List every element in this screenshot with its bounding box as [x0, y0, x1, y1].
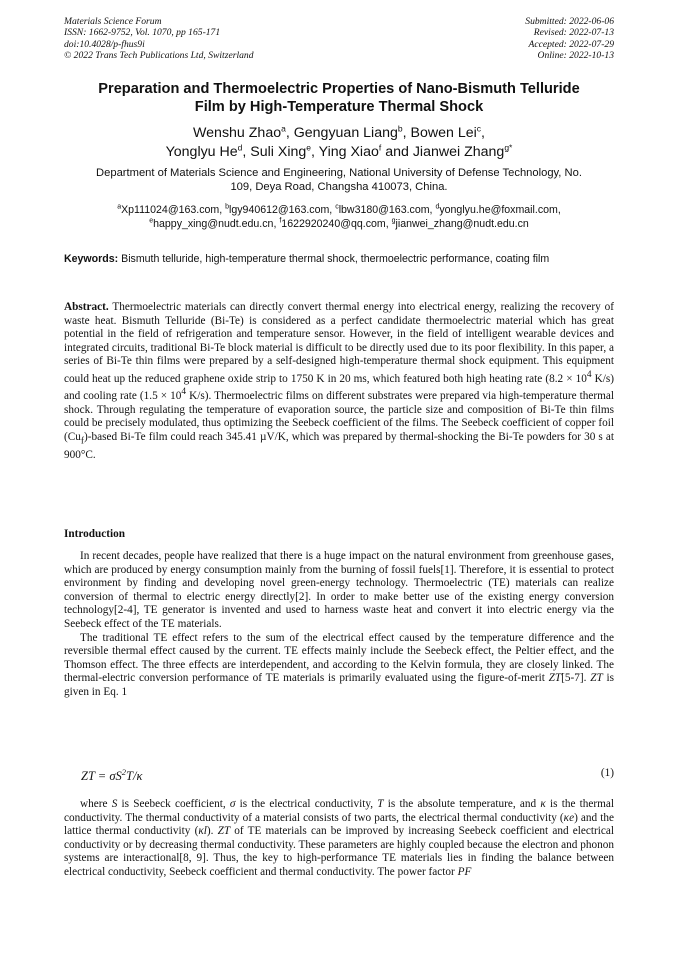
author-line-1: Wenshu Zhao$^a$, Gengyuan Liang$^b$, Bowen Lei$^c$,: [193, 123, 485, 141]
doi[interactable]: doi:10.4028/p-fhus9i: [64, 38, 145, 50]
equation-formula: ZT = $\sigma S^2T/\kappa$: [81, 767, 143, 784]
author-sup: f: [378, 142, 382, 153]
title-line-2: Film by High-Temperature Thermal Shock: [194, 99, 484, 115]
email-item[interactable]: $^b$lgy940612@163.com: [225, 203, 330, 216]
keywords-label: Keywords:: [64, 253, 119, 265]
email-list: [64, 203, 614, 232]
keywords: [64, 252, 614, 266]
journal-info: [64, 16, 254, 62]
abstract-exponent-2: 4: [181, 387, 187, 398]
copyright: © 2022 Trans Tech Publications Ltd, Switzerland: [64, 50, 254, 62]
author-name: Bowen Lei: [410, 125, 477, 141]
email-item[interactable]: $^d$yonglyu.he@foxmail.com: [435, 203, 558, 216]
author-sup: c: [476, 123, 482, 134]
introduction-heading: Introduction: [64, 528, 126, 540]
affiliation-line-1: Department of Materials Science and Engineering, National University of Defense Technology, No.: [96, 167, 582, 179]
submitted-date: Submitted: 2022-06-06: [525, 16, 614, 27]
email-line-2: $^e$happy_xing@nudt.edu.cn, $^f$1622920240@qq.com, $^g$jianwei_zhang@nudt.edu.cn: [149, 217, 529, 231]
publication-dates: [525, 16, 614, 62]
online-date: Online: 2022-10-13: [537, 50, 614, 62]
equation-number: (1): [600, 767, 614, 779]
author-sup: a: [281, 123, 286, 134]
email-item[interactable]: $^c$lbw3180@163.com: [335, 203, 430, 216]
email-item[interactable]: $^f$1622920240@qq.com: [279, 217, 386, 231]
abstract-text-1: Thermoelectric materials can directly convert thermal energy into electrical energy, realizing the recovery of waste heat. Bismuth Telluride (Bi-Te) is considered as a perfect candidate thermoelectric material which has great potential in the field of refrigeration and temperature sensor. However, in the field of intelligent wearable devices and integrated circuits, traditional Bi-Te block material is difficult to be directly used due to its poor flexibility. In this paper, a series of Bi-Te thin films were prepared by a self-designed high-temperature thermal shock equipment. This equipment could heat up the reduced graphene oxide strip to 1750 K in 20 ms, which featured both high heating rate (8.2 × 10: [64, 301, 615, 385]
kappa-l-symbol: κl: [198, 825, 207, 838]
zt-symbol: ZT: [590, 672, 603, 685]
intro-paragraph-3: where S is Seebeck coefficient, σ is the electrical conductivity, T is the absolute temperature, and κ is the thermal conductivity. The thermal conductivity of a material consists of two parts, the electrical thermal conductivity (κe) and the lattice thermal conductivity (κl). ZT of TE materials can be improved by increasing Seebeck coefficient and electrical conductivity or by decreasing thermal conductivity. These parameters are highly coupled because the electron and phonon systems are interactional[8, 9]. Thus, the key to high-performance TE materials lies in finding the balance between electrical conductivity, Seebeck coefficient and thermal conductivity. The power factor PF: [64, 798, 615, 878]
author-name: Yonglyu He: [165, 144, 238, 160]
intro-paragraph-1: In recent decades, people have realized that there is a huge impact on the natural environment from greenhouse gases, which are produced by energy consumption mainly from the burning of fossil fuels[1]. Therefore, it is essential to protect environment by finding and developing novel green-energy technology. Thermoelectric (TE) materials can realize conversion of thermal to electric energy directly[2]. In order to make better use of the existing energy conversion technology[2-4], TE generator is invented and used to harness waste heat and convert it into electric energy via the Seebeck effect of the TE materials.: [64, 550, 614, 630]
author-name: Ying Xiao: [318, 144, 379, 160]
author-name: Suli Xing: [250, 144, 307, 160]
email-line-1: $^a$Xp111024@163.com, $^b$lgy940612@163.com, $^c$lbw3180@163.com, $^d$yonglyu.he@foxmail.com,: [117, 203, 561, 216]
abstract-text-3: K/s). Thermoelectric films on different substrates were prepared via high-temperature thermal shock. Through regulating the temperature of evaporation source, the particle size and composition of Bi-Te thin films could be precisely modulated, thus optimizing the Seebeck coefficient of the films. The Seebeck coefficient of copper foil (Cu: [64, 390, 615, 443]
abstract-text-4: )-based Bi-Te film could reach 345.41 µV/K, which was prepared by thermal-shocking the Bi-Te powders for 30 s at 900°C.: [64, 430, 614, 461]
abstract-exponent-1: 4: [586, 369, 592, 380]
affiliation-line-2: 109, Deya Road, Changsha 410073, China.: [230, 181, 448, 194]
abstract: [64, 301, 614, 462]
author-sup: e: [306, 142, 312, 153]
abstract-subscript: f: [80, 436, 84, 447]
author-list: [60, 124, 618, 162]
intro-paragraph-2: The traditional TE effect refers to the sum of the electrical effect caused by the temperature difference and the reversible thermal effect caused by the current. TE effects mainly include the Seebeck effect, the Peltier effect, and the Thomson effect. The three effects are interdependent, and according to the Kelvin formula, they are closely linked. The thermal-electric conversion performance of TE materials is primarily evaluated using the figure-of-merit ZT[5-7]. ZT is given in Eq. 1: [64, 631, 614, 698]
email-item[interactable]: $^a$Xp111024@163.com: [117, 203, 220, 216]
revised-date: Revised: 2022-07-13: [533, 27, 614, 39]
author-name: Wenshu Zhao: [193, 125, 282, 141]
affiliation: [64, 166, 614, 195]
keywords-text: Bismuth telluride, high-temperature thermal shock, thermoelectric performance, coating film: [121, 253, 550, 265]
abstract-label: Abstract.: [64, 301, 109, 313]
title-line-1: Preparation and Thermoelectric Properties of Nano-Bismuth Telluride: [98, 81, 580, 97]
email-item[interactable]: $^g$jianwei_zhang@nudt.edu.cn: [391, 217, 529, 231]
issn-volume: ISSN: 1662-9752, Vol. 1070, pp 165-171: [64, 27, 221, 39]
accepted-date: Accepted: 2022-07-29: [528, 38, 614, 50]
email-item[interactable]: $^e$happy_xing@nudt.edu.cn: [149, 217, 274, 231]
abstract-text-2: K/s) and cooling rate (1.5 × 10: [64, 372, 614, 403]
author-line-2: Yonglyu He$^d$, Suli Xing$^e$, Ying Xiao$^f$ and Jianwei Zhang$^{g*}$: [165, 142, 513, 160]
author-sup: d: [237, 142, 243, 153]
temperature-symbol: T: [377, 798, 384, 810]
introduction-body: [64, 550, 614, 700]
author-name: Jianwei Zhang: [412, 144, 505, 160]
kappa-symbol: κ: [540, 798, 546, 810]
zt-symbol: ZT: [217, 825, 231, 838]
author-name: Gengyuan Liang: [293, 125, 398, 141]
zt-symbol: ZT: [548, 672, 562, 685]
author-sup: g*: [504, 142, 513, 153]
sigma-symbol: σ: [229, 798, 236, 810]
journal-name: Materials Science Forum: [64, 16, 162, 27]
author-sup: b: [397, 123, 403, 134]
pf-symbol: PF: [457, 865, 472, 878]
seebeck-symbol: S: [111, 798, 118, 810]
paper-title: [60, 80, 618, 116]
author-and: and: [385, 144, 409, 160]
kappa-e-symbol: κe: [563, 811, 575, 824]
